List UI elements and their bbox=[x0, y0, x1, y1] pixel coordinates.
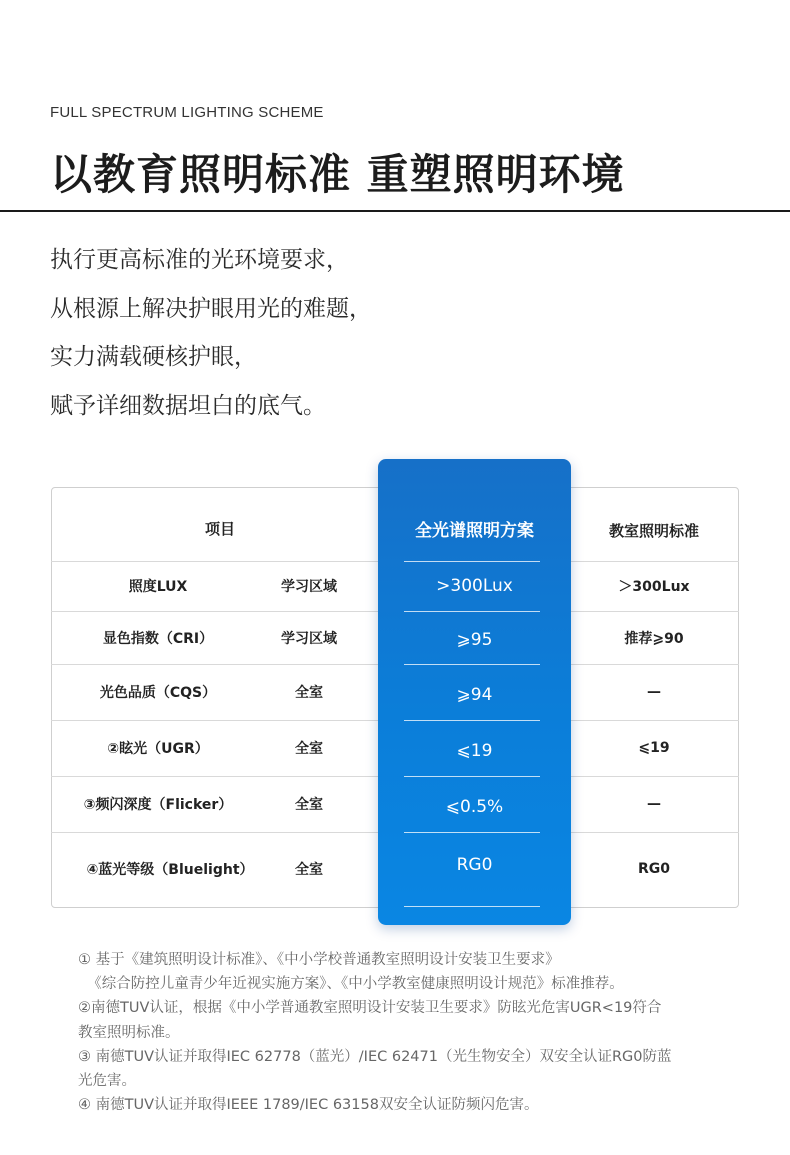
scheme-value: RG0 bbox=[456, 855, 493, 875]
row-name: ②眩光（UGR） bbox=[107, 741, 209, 757]
row-name: ④蓝光等级（Bluelight） bbox=[86, 862, 254, 878]
footnote-line: 《综合防控儿童青少年近视实施方案》、《中小学教室健康照明设计规范》标准推荐。 bbox=[78, 976, 624, 993]
row-name: 显色指数（CRI） bbox=[102, 630, 214, 647]
row-area: 全室 bbox=[295, 685, 323, 701]
intro-line: 赋予详细数据坦白的底气。 bbox=[50, 392, 326, 419]
scheme-value: ⩾95 bbox=[456, 630, 493, 650]
row-standard: ＞300Lux bbox=[618, 579, 690, 595]
row-name: ③频闪深度（Flicker） bbox=[83, 797, 233, 813]
header-item: 项目 bbox=[204, 519, 235, 538]
row-name: 照度LUX bbox=[128, 579, 188, 595]
row-area: 全室 bbox=[295, 797, 323, 813]
scheme-value: ⩾94 bbox=[456, 685, 493, 705]
header-scheme: 全光谱照明方案 bbox=[415, 520, 534, 541]
row-name: 光色品质（CQS） bbox=[99, 685, 217, 701]
title-divider bbox=[0, 210, 790, 212]
intro-line: 从根源上解决护眼用光的难题， bbox=[50, 295, 372, 322]
scheme-value: >300Lux bbox=[436, 576, 513, 596]
row-area: 全室 bbox=[295, 862, 323, 878]
footnote-line: 光危害。 bbox=[78, 1073, 136, 1090]
footnote-line: ④ 南德TUV认证并取得IEEE 1789/IEC 63158双安全认证防频闪危害。 bbox=[78, 1097, 539, 1114]
scheme-value: ⩽19 bbox=[456, 741, 493, 761]
intro-text bbox=[50, 236, 372, 430]
footnote-line: ③ 南德TUV认证并取得IEC 62778（蓝光）/IEC 62471（光生物安全）双安全认证RG0防蓝 bbox=[78, 1048, 672, 1065]
row-area: 学习区域 bbox=[281, 630, 337, 647]
row-standard: — bbox=[647, 796, 661, 812]
row-standard: 推荐⩾90 bbox=[624, 630, 684, 647]
row-standard: — bbox=[647, 684, 661, 700]
footnote-line: ②南德TUV认证，根据《中小学普通教室照明设计安装卫生要求》防眩光危害UGR<19符合 bbox=[78, 1000, 662, 1017]
section-eyebrow: FULL SPECTRUM LIGHTING SCHEME bbox=[50, 104, 324, 121]
header-standard: 教室照明标准 bbox=[608, 521, 699, 540]
footnote-line: 教室照明标准。 bbox=[78, 1024, 180, 1041]
footnote-line: ① 基于《建筑照明设计标准》、《中小学校普通教室照明设计安装卫生要求》 bbox=[78, 952, 560, 968]
row-standard: RG0 bbox=[637, 861, 670, 877]
page-title: 以教育照明标准 重塑照明环境 bbox=[50, 150, 625, 199]
footnotes bbox=[78, 948, 672, 1117]
intro-line: 实力满载硬核护眼， bbox=[50, 344, 257, 370]
scheme-divider bbox=[404, 906, 540, 907]
row-area: 全室 bbox=[295, 741, 323, 757]
row-standard: ⩽19 bbox=[638, 740, 670, 756]
scheme-value: ⩽0.5% bbox=[445, 797, 504, 817]
row-area: 学习区域 bbox=[281, 579, 337, 595]
intro-line: 执行更高标准的光环境要求， bbox=[50, 247, 349, 273]
